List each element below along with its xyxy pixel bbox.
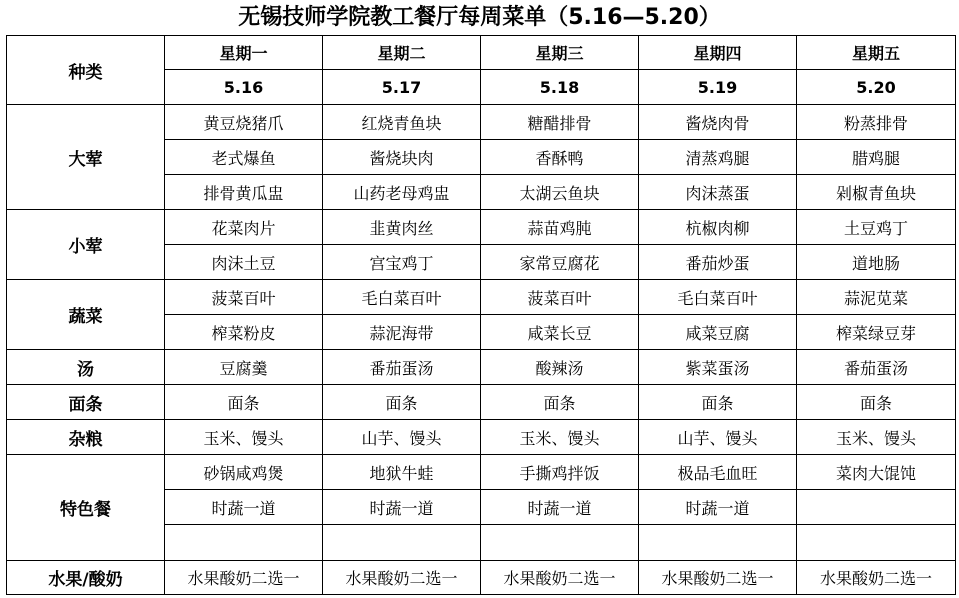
menu-row (7, 210, 956, 245)
dish-cell: 杭椒肉柳 (639, 210, 797, 245)
dish-cell: 太湖云鱼块 (481, 175, 639, 210)
dish-cell: 剁椒青鱼块 (797, 175, 956, 210)
menu-row (7, 385, 956, 420)
dish-cell: 蒜泥苋菜 (797, 280, 956, 315)
dish-cell (481, 525, 639, 561)
menu-row (7, 105, 956, 140)
dish-cell: 手撕鸡拌饭 (481, 455, 639, 490)
dish-cell: 水果酸奶二选一 (481, 561, 639, 595)
dish-cell: 咸菜长豆 (481, 315, 639, 350)
dish-cell: 黄豆烧猪爪 (165, 105, 323, 140)
category-cell: 水果/酸奶 (7, 561, 165, 595)
dish-cell: 宫宝鸡丁 (323, 245, 481, 280)
category-header: 种类 (7, 36, 165, 105)
category-cell: 小荤 (7, 210, 165, 280)
dish-cell: 时蔬一道 (165, 490, 323, 525)
dish-cell: 地狱牛蛙 (323, 455, 481, 490)
date-header: 5.18 (481, 70, 639, 105)
dish-cell: 土豆鸡丁 (797, 210, 956, 245)
day-header: 星期四 (639, 36, 797, 70)
category-cell: 汤 (7, 350, 165, 385)
menu-row (7, 350, 956, 385)
dish-cell: 榨菜粉皮 (165, 315, 323, 350)
dish-cell: 排骨黄瓜盅 (165, 175, 323, 210)
day-header: 星期三 (481, 36, 639, 70)
dish-cell: 肉沫土豆 (165, 245, 323, 280)
dish-cell: 花菜肉片 (165, 210, 323, 245)
date-header: 5.19 (639, 70, 797, 105)
dish-cell: 菜肉大馄饨 (797, 455, 956, 490)
dish-cell: 酱烧块肉 (323, 140, 481, 175)
weekly-menu-table (6, 35, 956, 595)
dish-cell: 山药老母鸡盅 (323, 175, 481, 210)
date-header: 5.16 (165, 70, 323, 105)
dish-cell: 糖醋排骨 (481, 105, 639, 140)
category-cell: 面条 (7, 385, 165, 420)
menu-row (7, 561, 956, 595)
dish-cell: 极品毛血旺 (639, 455, 797, 490)
day-header: 星期二 (323, 36, 481, 70)
dish-cell: 山芋、馒头 (323, 420, 481, 455)
dish-cell: 香酥鸭 (481, 140, 639, 175)
dish-cell: 面条 (165, 385, 323, 420)
dish-cell: 腊鸡腿 (797, 140, 956, 175)
dish-cell: 玉米、馒头 (481, 420, 639, 455)
dish-cell: 酸辣汤 (481, 350, 639, 385)
dish-cell: 紫菜蛋汤 (639, 350, 797, 385)
dish-cell (797, 525, 956, 561)
dish-cell: 水果酸奶二选一 (797, 561, 956, 595)
dish-cell: 菠菜百叶 (165, 280, 323, 315)
dish-cell: 咸菜豆腐 (639, 315, 797, 350)
category-cell: 特色餐 (7, 455, 165, 561)
menu-row (7, 420, 956, 455)
dish-cell: 砂锅咸鸡煲 (165, 455, 323, 490)
dish-cell: 水果酸奶二选一 (323, 561, 481, 595)
dish-cell: 玉米、馒头 (797, 420, 956, 455)
dish-cell: 山芋、馒头 (639, 420, 797, 455)
menu-row (7, 280, 956, 315)
dish-cell: 家常豆腐花 (481, 245, 639, 280)
dish-cell: 时蔬一道 (639, 490, 797, 525)
dish-cell: 番茄蛋汤 (797, 350, 956, 385)
category-cell: 蔬菜 (7, 280, 165, 350)
dish-cell: 时蔬一道 (481, 490, 639, 525)
day-header: 星期五 (797, 36, 956, 70)
dish-cell: 蒜苗鸡肫 (481, 210, 639, 245)
dish-cell: 水果酸奶二选一 (639, 561, 797, 595)
dish-cell: 毛白菜百叶 (323, 280, 481, 315)
dish-cell: 蒜泥海带 (323, 315, 481, 350)
dish-cell: 番茄炒蛋 (639, 245, 797, 280)
category-cell: 杂粮 (7, 420, 165, 455)
dish-cell: 粉蒸排骨 (797, 105, 956, 140)
dish-cell: 玉米、馒头 (165, 420, 323, 455)
dish-cell (165, 525, 323, 561)
dish-cell (797, 490, 956, 525)
dish-cell: 榨菜绿豆芽 (797, 315, 956, 350)
dish-cell (639, 525, 797, 561)
dish-cell: 道地肠 (797, 245, 956, 280)
menu-row (7, 455, 956, 490)
dish-cell: 清蒸鸡腿 (639, 140, 797, 175)
day-header: 星期一 (165, 36, 323, 70)
dish-cell: 毛白菜百叶 (639, 280, 797, 315)
dish-cell: 面条 (323, 385, 481, 420)
dish-cell: 面条 (639, 385, 797, 420)
dish-cell: 水果酸奶二选一 (165, 561, 323, 595)
dish-cell: 红烧青鱼块 (323, 105, 481, 140)
dish-cell (323, 525, 481, 561)
dish-cell: 菠菜百叶 (481, 280, 639, 315)
dish-cell: 肉沫蒸蛋 (639, 175, 797, 210)
dish-cell: 酱烧肉骨 (639, 105, 797, 140)
dish-cell: 面条 (797, 385, 956, 420)
category-cell: 大荤 (7, 105, 165, 210)
date-header: 5.20 (797, 70, 956, 105)
dish-cell: 面条 (481, 385, 639, 420)
dish-cell: 番茄蛋汤 (323, 350, 481, 385)
dish-cell: 时蔬一道 (323, 490, 481, 525)
page-title: 无锡技师学院教工餐厅每周菜单（5.16—5.20） (238, 5, 721, 30)
dish-cell: 豆腐羹 (165, 350, 323, 385)
date-header: 5.17 (323, 70, 481, 105)
dish-cell: 老式爆鱼 (165, 140, 323, 175)
dish-cell: 韭黄肉丝 (323, 210, 481, 245)
